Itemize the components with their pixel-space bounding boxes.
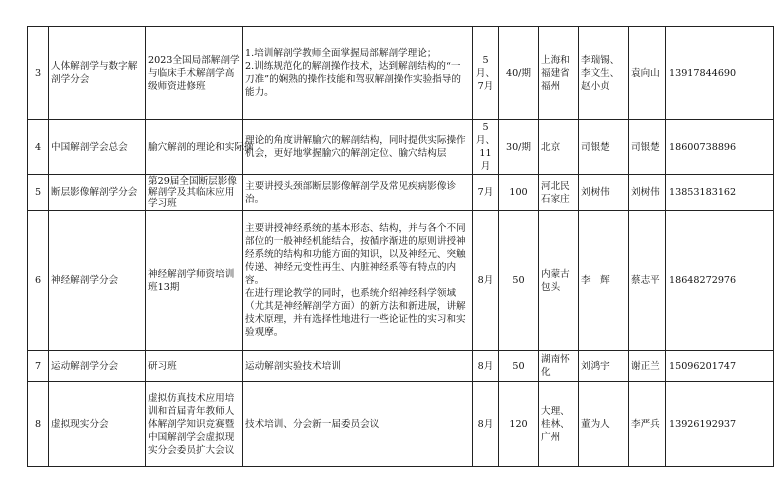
count-cell: 100: [499, 175, 539, 211]
count-cell: 120: [499, 382, 539, 467]
place-cell: 北京: [539, 120, 579, 175]
organizer-cell: 中国解剖学会总会: [49, 120, 146, 175]
place-cell: 大理、桂林、广州: [539, 382, 579, 467]
person-cell: 蔡志平: [629, 211, 666, 351]
table-row: [28, 27, 774, 120]
contact-cell: 董为人: [579, 382, 629, 467]
person-cell: 谢正兰: [629, 351, 666, 382]
table-row: [28, 382, 774, 467]
phone-cell: 18600738896: [666, 120, 774, 175]
place-cell: 河北民石家庄: [539, 175, 579, 211]
phone-cell: 13853183162: [666, 175, 774, 211]
contact-cell: 刘鸿宇: [579, 351, 629, 382]
organizer-cell: 断层影像解剖学分会: [49, 175, 146, 211]
person-cell: 袁向山: [629, 27, 666, 120]
table-row: [28, 175, 774, 211]
course-name-cell: 2023全国局部解剖学与临床手术解剖学高级师资进修班: [146, 27, 243, 120]
course-name-cell: 研习班: [146, 351, 243, 382]
contact-cell: 李瑞锡、李文生、赵小贞: [579, 27, 629, 120]
content-cell: 1.培训解剖学教师全面掌握局部解剖学理论； 2.训练规范化的解剖操作技术，达到解剖结构的“一刀准”的娴熟的操作技能和驾驭解剖操作实验指导的能力。: [243, 27, 473, 120]
time-cell: 8月: [473, 351, 499, 382]
course-name-cell: 虚拟仿真技术应用培训和首届青年教师人体解剖学知识竞赛暨中国解剖学会虚拟现实分会委员扩大会议: [146, 382, 243, 467]
content-cell: 主要讲授头颈部断层影像解剖学及常见疾病影像诊治。: [243, 175, 473, 211]
time-cell: 8月: [473, 211, 499, 351]
contact-cell: 司银楚: [579, 120, 629, 175]
place-cell: 内蒙古包头: [539, 211, 579, 351]
organizer-cell: 虚拟现实分会: [49, 382, 146, 467]
contact-cell: 李 辉: [579, 211, 629, 351]
time-cell: 7月: [473, 175, 499, 211]
contact-cell: 刘树伟: [579, 175, 629, 211]
phone-cell: 15096201747: [666, 351, 774, 382]
count-cell: 50: [499, 351, 539, 382]
course-name-cell: 腧穴解剖的理论和实际操: [146, 120, 243, 175]
time-cell: 5月、11月: [473, 120, 499, 175]
time-cell: 8月: [473, 382, 499, 467]
table-row: [28, 120, 774, 175]
person-cell: 刘树伟: [629, 175, 666, 211]
phone-cell: 18648272976: [666, 211, 774, 351]
content-cell: 技术培训、分会新一届委员会议: [243, 382, 473, 467]
training-table: [27, 26, 774, 467]
organizer-cell: 人体解剖学与数字解剖学分会: [49, 27, 146, 120]
row-number: 3: [28, 27, 49, 120]
count-cell: 30/期: [499, 120, 539, 175]
place-cell: 湖南怀化: [539, 351, 579, 382]
content-cell: 理论的角度讲解腧穴的解剖结构，同时提供实际操作机会，更好地掌握腧穴的解剖定位、腧穴结构层: [243, 120, 473, 175]
count-cell: 40/期: [499, 27, 539, 120]
phone-cell: 13926192937: [666, 382, 774, 467]
phone-cell: 13917844690: [666, 27, 774, 120]
row-number: 4: [28, 120, 49, 175]
person-cell: 李严兵: [629, 382, 666, 467]
organizer-cell: 运动解剖学分会: [49, 351, 146, 382]
row-number: 8: [28, 382, 49, 467]
content-cell: 主要讲授神经系统的基本形态、结构，并与各个不同部位的一般神经机能结合，按循序渐进的原则讲授神经系统的结构和功能方面的知识，以及神经元、突触传递、神经元变性再生、内脏神经系等有特点的内容。 在进行理论教学的同时，也系统介绍神经科学领域（尤其是神经解剖学方面）的新方法和新进展，讲解技术原理，并有选择性地进行一些论证性的实习和实验观摩。: [243, 211, 473, 351]
place-cell: 上海和福建省福州: [539, 27, 579, 120]
course-name-cell: 第29届全国断层影像解剖学及其临床应用学习班: [146, 175, 243, 211]
person-cell: 司银楚: [629, 120, 666, 175]
row-number: 5: [28, 175, 49, 211]
content-cell: 运动解剖实验技术培训: [243, 351, 473, 382]
row-number: 7: [28, 351, 49, 382]
table-row: [28, 211, 774, 351]
row-number: 6: [28, 211, 49, 351]
course-name-cell: 神经解剖学师资培训班13期: [146, 211, 243, 351]
table-row: [28, 351, 774, 382]
count-cell: 50: [499, 211, 539, 351]
organizer-cell: 神经解剖学分会: [49, 211, 146, 351]
time-cell: 5月、7月: [473, 27, 499, 120]
